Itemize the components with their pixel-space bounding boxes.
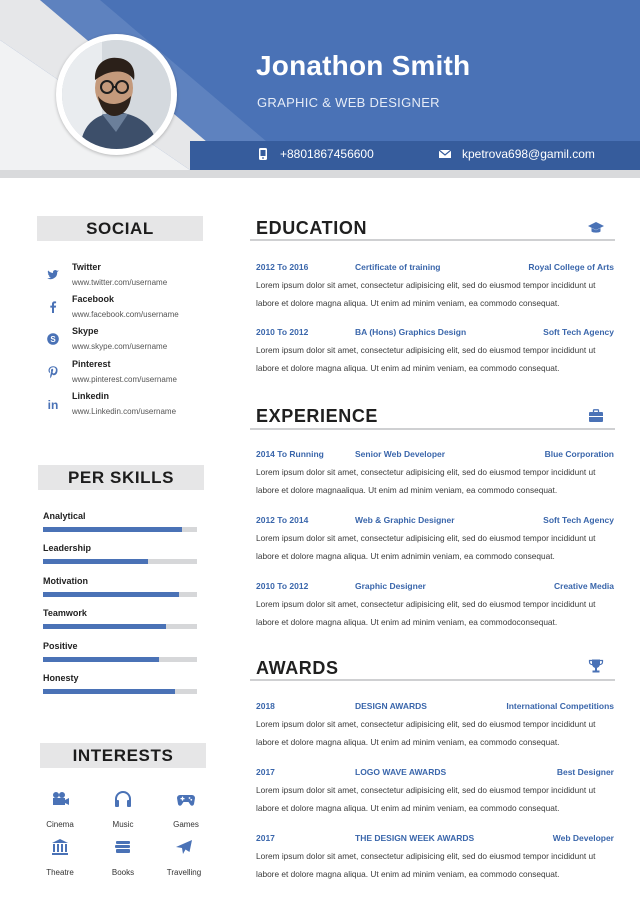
twitter-icon xyxy=(46,268,60,282)
entry-description-line: Lorem ipsum dolor sit amet, consectetur adipisicing elit, sed do eiusmod tempor incididunt ut xyxy=(256,599,596,609)
skill-item xyxy=(43,511,197,539)
entry-organization: Web Developer xyxy=(552,833,614,843)
interest-label: Cinema xyxy=(46,820,74,829)
skill-bar xyxy=(43,624,197,629)
interest-item xyxy=(154,838,214,877)
pinterest-icon xyxy=(46,365,60,379)
entry-description-line: labore et dolore magna aliqua. Ut enim adnimin veniam, ea commodo consequat. xyxy=(256,550,555,561)
entry-organization: Best Designer xyxy=(556,767,614,777)
books-icon xyxy=(113,838,133,856)
skill-label: Motivation xyxy=(43,576,88,586)
briefcase-icon xyxy=(588,408,604,424)
social-heading: SOCIAL xyxy=(37,216,203,241)
skill-item xyxy=(43,673,197,701)
award-entry xyxy=(256,701,614,750)
skill-bar xyxy=(43,689,197,694)
candidate-title: GRAPHIC & WEB DESIGNER xyxy=(257,95,440,110)
interest-item xyxy=(30,790,90,829)
interest-label: Travelling xyxy=(166,868,202,877)
entry-title: THE DESIGN WEEK AWARDS xyxy=(355,833,475,843)
email-contact xyxy=(438,147,595,161)
skill-label: Positive xyxy=(43,641,78,651)
entry-organization: International Competitions xyxy=(506,701,614,711)
skill-bar xyxy=(43,657,197,662)
entry-organization: Creative Media xyxy=(554,581,614,591)
skill-label: Honesty xyxy=(43,673,79,683)
entry-description-line: Lorem ipsum dolor sit amet, consectetur adipisicing elit, sed do eiusmod tempor incididunt ut xyxy=(256,719,596,729)
linkedin-icon xyxy=(46,397,60,411)
entry-title: DESIGN AWARDS xyxy=(355,701,427,711)
entry-date: 2014 To Running xyxy=(256,449,324,459)
experience-entry xyxy=(256,581,614,630)
social-url: www.Linkedin.com/username xyxy=(72,407,177,416)
social-url: www.pinterest.com/username xyxy=(72,375,177,384)
education-heading: EDUCATION xyxy=(256,218,368,238)
entry-description-line: Lorem ipsum dolor sit amet, consectetur adipisicing elit, sed do eiusmod tempor incididunt ut xyxy=(256,533,596,543)
camera-icon xyxy=(50,790,70,808)
skill-bar-fill xyxy=(43,559,148,564)
skill-bar-fill xyxy=(43,624,166,629)
airplane-icon xyxy=(174,838,194,856)
skype-icon xyxy=(46,332,60,346)
entry-description-line: labore et dolore magna aliqua. Ut enim ad minim veniam, ea commodoconsequat. xyxy=(256,616,558,627)
experience-entry xyxy=(256,515,614,564)
skill-bar xyxy=(43,592,197,597)
skill-bar-fill xyxy=(43,527,182,532)
entry-description-line: labore et dolore magnaaliqua. Ut enim ad minim veniam, ea commodo consequat. xyxy=(256,484,558,495)
entry-description-line: labore et dolore magna aliqua. Ut enim ad minim veniam, ea commodo consequat. xyxy=(256,736,560,747)
entry-title: Certificate of training xyxy=(355,262,441,272)
entry-date: 2010 To 2012 xyxy=(256,327,309,337)
skill-item xyxy=(43,576,197,604)
social-name: Skype xyxy=(72,326,99,336)
entry-organization: Soft Tech Agency xyxy=(543,515,614,525)
trophy-icon xyxy=(588,658,604,674)
award-entry xyxy=(256,833,614,882)
awards-heading: AWARDS xyxy=(256,658,339,678)
social-url: www.twitter.com/username xyxy=(72,278,168,287)
entry-description-line: labore et dolore magna aliqua. Ut enim ad minim veniam, ea commodo consequat. xyxy=(256,802,560,813)
interest-label: Games xyxy=(173,820,199,829)
phone-contact xyxy=(256,147,374,161)
theatre-icon xyxy=(50,838,70,856)
entry-title: Senior Web Developer xyxy=(355,449,446,459)
entry-organization: Soft Tech Agency xyxy=(543,327,614,337)
section-divider xyxy=(250,239,615,241)
email-address: kpetrova698@gamil.com xyxy=(462,147,595,161)
entry-description-line: Lorem ipsum dolor sit amet, consectetur adipisicing elit, sed do eiusmod tempor incididunt ut xyxy=(256,851,596,861)
entry-title: Web & Graphic Designer xyxy=(355,515,455,525)
social-item-skype xyxy=(40,326,220,358)
entry-date: 2010 To 2012 xyxy=(256,581,309,591)
graduation-cap-icon xyxy=(588,220,604,236)
interest-item xyxy=(30,838,90,877)
entry-description-line: labore et dolore magna aliqua. Ut enim ad minim veniam, ea commodo consequat. xyxy=(256,297,560,308)
social-name: Pinterest xyxy=(72,359,111,369)
section-divider xyxy=(250,428,615,430)
social-item-pinterest xyxy=(40,359,220,391)
skill-bar xyxy=(43,559,197,564)
skill-bar-fill xyxy=(43,689,175,694)
interests-heading: INTERESTS xyxy=(40,743,206,768)
experience-entry xyxy=(256,449,614,498)
entry-title: LOGO WAVE AWARDS xyxy=(355,767,447,777)
skill-item xyxy=(43,641,197,669)
entry-date: 2018 xyxy=(256,701,275,711)
skill-label: Leadership xyxy=(43,543,92,553)
award-entry xyxy=(256,767,614,816)
education-entry xyxy=(256,262,614,311)
avatar xyxy=(62,40,171,149)
svg-text:in: in xyxy=(47,398,59,411)
envelope-icon xyxy=(438,147,452,161)
entry-description-line: Lorem ipsum dolor sit amet, consectetur adipisicing elit, sed do eiusmod tempor incididunt ut xyxy=(256,280,596,290)
skill-label: Analytical xyxy=(43,511,86,521)
profile-photo-frame xyxy=(56,34,177,155)
social-url: www.skype.com/username xyxy=(72,342,168,351)
entry-description-line: Lorem ipsum dolor sit amet, consectetur adipisicing elit, sed do eiusmod tempor incididunt ut xyxy=(256,467,596,477)
experience-heading: EXPERIENCE xyxy=(256,406,379,426)
entry-title: Graphic Designer xyxy=(355,581,426,591)
social-item-linkedin xyxy=(40,391,220,423)
social-name: Linkedin xyxy=(72,391,110,401)
candidate-name: Jonathon Smith xyxy=(256,50,471,81)
header-divider xyxy=(0,170,640,178)
interest-label: Theatre xyxy=(46,868,74,877)
social-name: Twitter xyxy=(72,262,101,272)
entry-date: 2012 To 2014 xyxy=(256,515,309,525)
interest-label: Music xyxy=(112,820,134,829)
gamepad-icon xyxy=(176,790,196,808)
social-url: www.facebook.com/username xyxy=(72,310,179,319)
interest-label: Books xyxy=(111,868,135,877)
entry-description-line: Lorem ipsum dolor sit amet, consectetur adipisicing elit, sed do eiusmod tempor incididunt ut xyxy=(256,785,596,795)
interest-item xyxy=(156,790,216,829)
entry-description-line: labore et dolore magna aliqua. Ut enim ad minim veniam, ea commodo consequat. xyxy=(256,362,560,373)
entry-organization: Royal College of Arts xyxy=(528,262,614,272)
social-item-facebook xyxy=(40,294,220,326)
interest-item xyxy=(93,790,153,829)
entry-description-line: labore et dolore magna aliqua. Ut enim ad minim veniam, ea commodo consequat. xyxy=(256,868,560,879)
skill-bar-fill xyxy=(43,657,159,662)
interest-item xyxy=(93,838,153,877)
entry-date: 2017 xyxy=(256,767,275,777)
social-name: Facebook xyxy=(72,294,115,304)
headphones-icon xyxy=(113,790,133,808)
entry-organization: Blue Corporation xyxy=(544,449,614,459)
entry-title: BA (Hons) Graphics Design xyxy=(355,327,467,337)
skill-bar-fill xyxy=(43,592,179,597)
skill-bar xyxy=(43,527,197,532)
person-portrait-icon xyxy=(62,40,171,149)
social-item-twitter xyxy=(40,262,220,294)
skill-item xyxy=(43,608,197,636)
education-entry xyxy=(256,327,614,376)
section-divider xyxy=(250,679,615,681)
entry-description-line: Lorem ipsum dolor sit amet, consectetur adipisicing elit, sed do eiusmod tempor incididunt ut xyxy=(256,345,596,355)
phone-icon xyxy=(256,147,270,161)
skills-heading: PER SKILLS xyxy=(38,465,204,490)
phone-number: +8801867456600 xyxy=(280,147,374,161)
skill-item xyxy=(43,543,197,571)
entry-date: 2012 To 2016 xyxy=(256,262,309,272)
facebook-icon xyxy=(46,300,60,314)
entry-date: 2017 xyxy=(256,833,275,843)
svg-text:S: S xyxy=(50,335,56,344)
skill-label: Teamwork xyxy=(43,608,87,618)
